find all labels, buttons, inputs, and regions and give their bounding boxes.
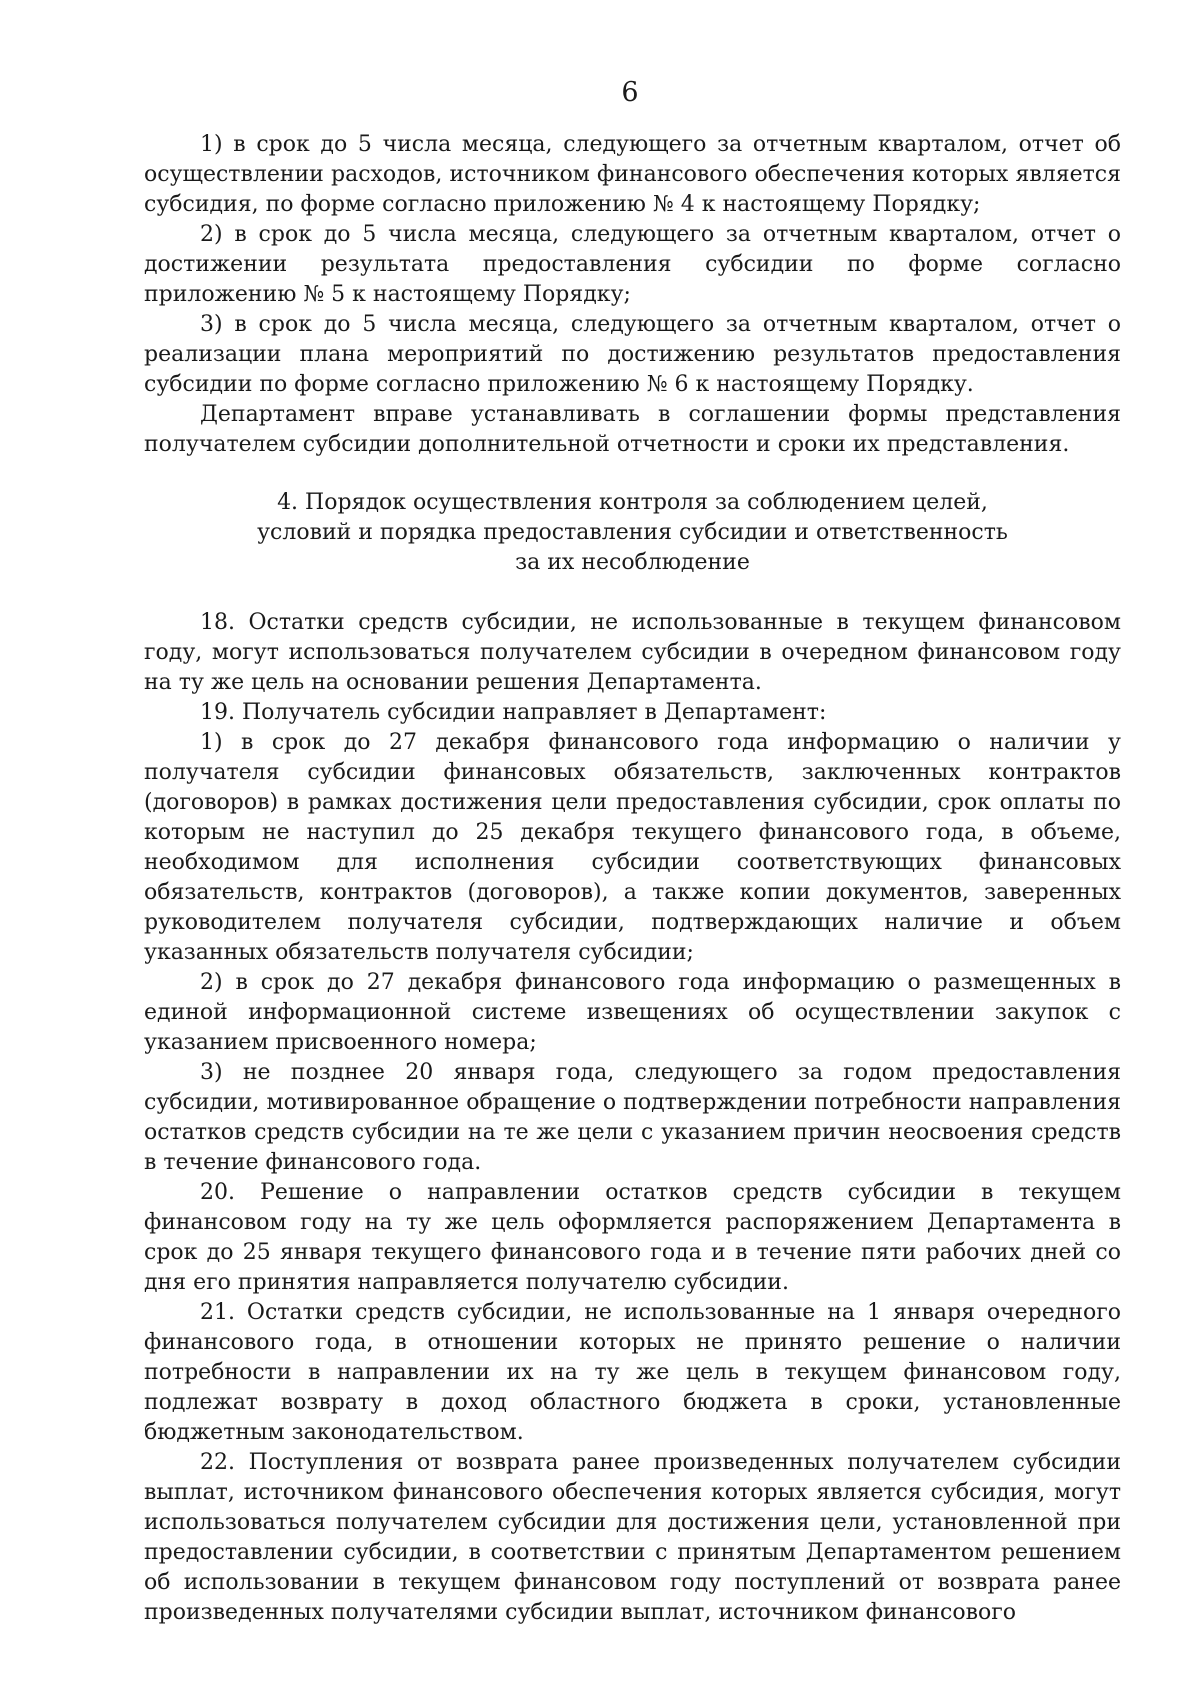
paragraph-report-plan: 3) в срок до 5 числа месяца, следующего за отчетным кварталом, отчет о реализации плана мероприятий по достижению результатов предоставления субсидии по форме согласно приложению № 6 к настоящему Порядку. <box>144 312 1121 397</box>
paragraph-22: 22. Поступления от возврата ранее произведенных получателем субсидии выплат, источником финансового обеспечения которых является субсидия, могут использоваться получателем субсидии для достижения цели, установленной при предоставлении субсидии, в соответствии с принятым Департаментом решением об использовании в текущем финансовом году поступлений от возврата ранее произведенных получателями субсидии выплат, источником финансового <box>144 1450 1121 1625</box>
paragraph-19-item-1: 1) в срок до 27 декабря финансового года информацию о наличии у получателя субсидии финансовых обязательств, заключенных контрактов (договоров) в рамках достижения цели предоставления субсидии, срок оплаты по которым не наступил до 25 декабря текущего финансового года, в объеме, необходимом для исполнения субсидии соответствующих финансовых обязательств, контрактов (договоров), а также копии документов, заверенных руководителем получателя субсидии, подтверждающих наличие и объем указанных обязательств получателя субсидии; <box>144 730 1121 965</box>
paragraph-19-item-2: 2) в срок до 27 декабря финансового года информацию о размещенных в единой информационной системе извещениях об осуществлении закупок с указанием присвоенного номера; <box>144 970 1121 1055</box>
section-heading-line-2: условий и порядка предоставления субсидии и ответственность <box>257 520 1008 545</box>
section-heading-line-1: 4. Порядок осуществления контроля за соблюдением целей, <box>277 490 988 515</box>
document-body <box>144 130 1121 1628</box>
paragraph-19-item-3: 3) не позднее 20 января года, следующего за годом предоставления субсидии, мотивированное обращение о подтверждении потребности направления остатков средств субсидии на те же цели с указанием причин неосвоения средств в течение финансового года. <box>144 1060 1121 1175</box>
section-heading-line-3: за их несоблюдение <box>515 550 750 575</box>
paragraph-additional-reporting: Департамент вправе устанавливать в соглашении формы представления получателем субсидии дополнительной отчетности и сроки их представления. <box>144 402 1121 457</box>
paragraph-20: 20. Решение о направлении остатков средств субсидии в текущем финансовом году на ту же цель оформляется распоряжением Департамента в срок до 25 января текущего финансового года и в течение пяти рабочих дней со дня его принятия направляется получателю субсидии. <box>144 1180 1121 1295</box>
paragraph-report-result: 2) в срок до 5 числа месяца, следующего за отчетным кварталом, отчет о достижении результата предоставления субсидии по форме согласно приложению № 5 к настоящему Порядку; <box>144 222 1121 307</box>
paragraph-21: 21. Остатки средств субсидии, не использованные на 1 января очередного финансового года, в отношении которых не принято решение о наличии потребности в направлении их на ту же цель в текущем финансовом году, подлежат возврату в доход областного бюджета в сроки, установленные бюджетным законодательством. <box>144 1300 1121 1445</box>
page-number: 6 <box>621 77 639 108</box>
paragraph-report-expenses: 1) в срок до 5 числа месяца, следующего за отчетным кварталом, отчет об осуществлении расходов, источником финансового обеспечения которых является субсидия, по форме согласно приложению № 4 к настоящему Порядку; <box>144 132 1121 217</box>
section-heading <box>144 488 1121 578</box>
paragraph-19: 19. Получатель субсидии направляет в Департамент: <box>200 700 827 725</box>
paragraph-18: 18. Остатки средств субсидии, не использованные в текущем финансовом году, могут использоваться получателем субсидии в очередном финансовом году на ту же цель на основании решения Департамента. <box>144 610 1121 695</box>
